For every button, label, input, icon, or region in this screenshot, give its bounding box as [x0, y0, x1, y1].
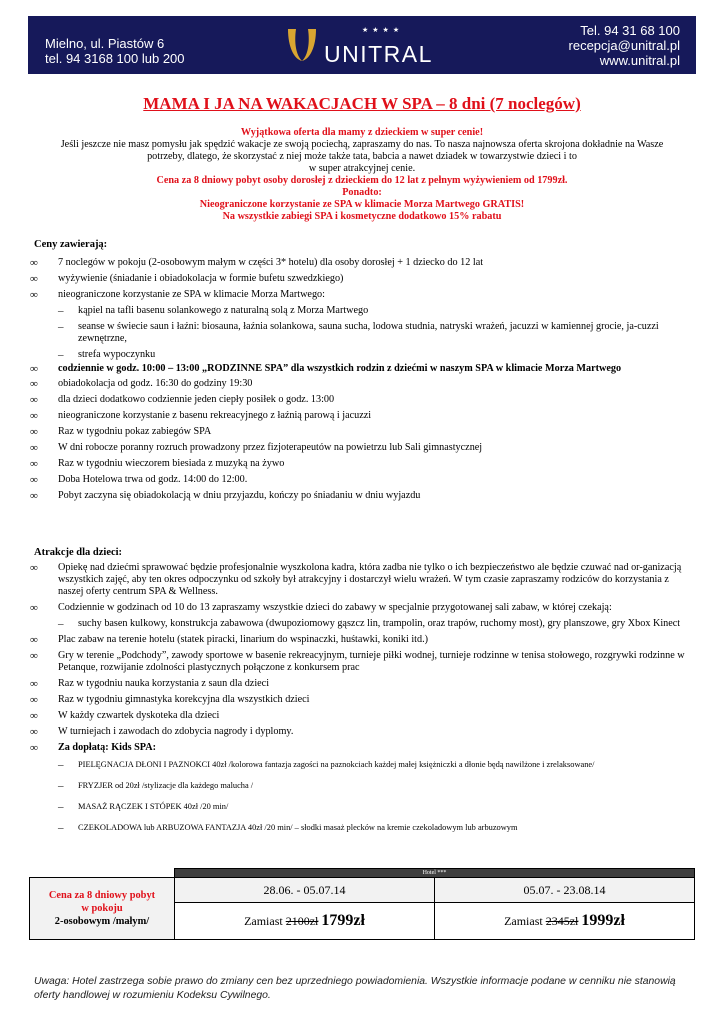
infinity-bullet-icon: ∞ — [30, 426, 38, 438]
list-subitem — [30, 618, 692, 630]
list-subitem — [30, 822, 692, 834]
infinity-bullet-icon: ∞ — [30, 634, 38, 646]
list-item-text: Raz w tygodniu wieczorem biesiada z muzyką na żywo — [58, 458, 285, 469]
infinity-bullet-icon: ∞ — [30, 442, 38, 454]
dash-bullet-icon: – — [58, 801, 64, 813]
infinity-bullet-icon: ∞ — [30, 410, 38, 422]
price-label-line2: w pokoju — [81, 903, 123, 914]
list-item-text: Gry w terenie „Podchody”, zawody sportowe w basenie rekreacyjnym, turnieje piłki wodnej, turnieje rodzinne w tenisa stołowego, rozgrywki rodzinne w Petanque, rozwijanie zdolności plastycznych połączone z konkursem prac — [58, 650, 685, 673]
dash-bullet-icon: – — [58, 349, 64, 361]
old-price: 2100zł — [285, 914, 319, 928]
list-item-text: nieograniczone korzystanie ze SPA w klimacie Morza Martwego: — [58, 289, 325, 300]
list-item-text: MASAŻ RĄCZEK I STÓPEK 40zł /20 min/ — [78, 802, 229, 811]
list-item — [30, 694, 692, 706]
infinity-bullet-icon: ∞ — [30, 678, 38, 690]
list-item-text: obiadokolacja od godz. 16:30 do godziny 19:30 — [58, 378, 253, 389]
list-item-text: W każdy czwartek dyskoteka dla dzieci — [58, 710, 220, 721]
list-item-text: Codziennie w godzinach od 10 do 13 zapraszamy wszystkie dzieci do zabawy w specjalnie przygotowanej sali zabaw, w której czekają: — [58, 602, 612, 613]
contact-email: recepcja@unitral.pl — [568, 38, 680, 53]
offer-tagline: Wyjątkowa oferta dla mamy z dzieckiem w super cenie! — [240, 127, 484, 138]
infinity-bullet-icon: ∞ — [30, 394, 38, 406]
list-subitem — [30, 305, 692, 317]
price-label — [30, 878, 175, 940]
list-item-text: suchy basen kulkowy, konstrukcja zabawowa (dwupoziomowy gąszcz lin, trampolin, oraz trapów, ruchomy most), gry planszowe, gry Xbox Kinect — [78, 618, 681, 629]
dash-bullet-icon: – — [58, 321, 64, 333]
list-item — [30, 273, 692, 285]
table-empty-cell — [30, 869, 175, 878]
dash-bullet-icon: – — [58, 305, 64, 317]
new-price: 1799zł — [321, 912, 365, 929]
list-subitem — [30, 759, 692, 771]
address-line: Mielno, ul. Piastów 6 — [45, 36, 165, 51]
list-item — [30, 410, 692, 422]
includes-heading: Ceny zawierają: — [34, 239, 108, 250]
intro-block — [34, 127, 690, 223]
infinity-bullet-icon: ∞ — [30, 363, 38, 375]
price-table — [29, 868, 695, 940]
list-item-text: Za dopłatą: Kids SPA: — [58, 742, 157, 753]
list-item — [30, 602, 692, 614]
phone-line: tel. 94 3168 100 lub 200 — [45, 51, 185, 66]
intro-text-2: potrzeby, dlatego, że skorzystać z niej może także tata, babcia a nawet dziadek w towarzystwie dzieci i to — [147, 151, 577, 162]
list-item-text: Raz w tygodniu gimnastyka korekcyjna dla wszystkich dzieci — [58, 694, 310, 705]
list-item-text: CZEKOLADOWA lub ARBUZOWA FANTAZJA 40zł /20 min/ – słodki masaż plecków na kremie czekoladowym lub arbuzowym — [78, 823, 518, 832]
header-contact — [569, 23, 680, 68]
list-item-text: wyżywienie (śniadanie i obiadokolacja w formie bufetu szwedzkiego) — [58, 273, 344, 284]
list-item — [30, 394, 692, 406]
list-item-text: Plac zabaw na terenie hotelu (statek piracki, linarium do wspinaczki, huśtawki, koniki itd.) — [58, 634, 429, 645]
list-item — [30, 562, 692, 598]
period-dates: 28.06. - 05.07.14 — [175, 878, 435, 903]
infinity-bullet-icon: ∞ — [30, 474, 38, 486]
list-item — [30, 678, 692, 690]
list-item-text: FRYZJER od 20zł /stylizacje dla każdego malucha / — [78, 781, 254, 790]
list-item-text: seanse w świecie saun i łaźni: biosauna, łaźnia solankowa, sauna sucha, lodowa studnia, natryski wrażeń, jacuzzi w kamiennej grocie, ja-cuzzi zewnętrzne, — [78, 321, 659, 344]
list-subitem — [30, 780, 692, 792]
list-item — [30, 378, 692, 390]
list-item-text: Doba Hotelowa trwa od godz. 14:00 do 12:00. — [58, 474, 248, 485]
list-item — [30, 426, 692, 438]
kids-list — [30, 562, 692, 834]
list-item-text: nieograniczone korzystanie z basenu rekreacyjnego z łaźnią parową i jacuzzi — [58, 410, 372, 421]
logo-stars: ★★★★ — [362, 27, 404, 34]
header-banner — [28, 16, 696, 74]
infinity-bullet-icon: ∞ — [30, 742, 38, 754]
intro-discount: Na wszystkie zabiegi SPA i kosmetyczne dodatkowo 15% rabatu — [222, 211, 502, 222]
list-item — [30, 726, 692, 738]
offer-title: MAMA I JA NA WAKACJACH W SPA – 8 dni (7 noclegów) — [143, 94, 581, 113]
intro-spa-free: Nieograniczone korzystanie ze SPA w klimacie Morza Martwego GRATIS! — [199, 199, 525, 210]
logo-emblem-icon — [284, 25, 320, 65]
dash-bullet-icon: – — [58, 780, 64, 792]
list-item — [30, 742, 692, 754]
dash-bullet-icon: – — [58, 618, 64, 630]
list-item-text: W turniejach i zawodach do zdobycia nagrody i dyplomy. — [58, 726, 294, 737]
list-subitem — [30, 321, 692, 345]
infinity-bullet-icon: ∞ — [30, 458, 38, 470]
list-item-text: PIELĘGNACJA DŁONI I PAZNOKCI 40zł /kolorowa fantazja zagości na paznokciach każdej małej księżniczki a dłonie będą nawilżone i zrelaksowane/ — [78, 760, 595, 769]
infinity-bullet-icon: ∞ — [30, 726, 38, 738]
header-address — [45, 36, 185, 66]
infinity-bullet-icon: ∞ — [30, 562, 38, 574]
price-label-line3: 2-osobowym /małym/ — [54, 916, 150, 927]
list-item-text: W dni robocze poranny rozruch prowadzony przez fizjoterapeutów na powietrzu lub Sali gimnastycznej — [58, 442, 483, 453]
contact-website: www.unitral.pl — [599, 53, 680, 68]
list-item — [30, 442, 692, 454]
list-item-text: Pobyt zaczyna się obiadokolacją w dniu przyjazdu, kończy po śniadaniu w dniu wyjazdu — [58, 490, 421, 501]
list-item-text: 7 noclegów w pokoju (2-osobowym małym w części 3* hotelu) dla osoby dorosłej + 1 dziecko do 12 lat — [58, 257, 484, 268]
list-item — [30, 490, 692, 502]
period-price — [435, 903, 695, 940]
list-item — [30, 650, 692, 674]
logo-wordmark: UNITRAL — [324, 41, 433, 67]
list-subitem — [30, 801, 692, 813]
list-item — [30, 634, 692, 646]
list-item-text: Opiekę nad dziećmi sprawować będzie profesjonalnie wyszkolona kadra, która zadba nie tylko o ich bezpieczeństwo ale będzie czuwać nad or-ganizacją wszystkich zajęć, aby ten okres odpoczynku od szkoły był atrakcyjny i dostarczył wielu wrażeń. W tym czasie zapraszamy rodziców do korzystania z naszej oferty centrum SPA & Wellness. — [58, 562, 682, 597]
price-label-line1: Cena za 8 dniowy pobyt — [48, 890, 156, 901]
table-header: Hotel *** — [175, 869, 695, 878]
includes-list — [30, 257, 692, 502]
intro-also: Ponadto: — [342, 187, 382, 198]
infinity-bullet-icon: ∞ — [30, 289, 38, 301]
list-item — [30, 289, 692, 301]
list-item-text: Raz w tygodniu nauka korzystania z saun dla dzieci — [58, 678, 270, 689]
intro-price: Cena za 8 dniowy pobyt osoby dorosłej z dzieckiem do 12 lat z pełnym wyżywieniem od 1799zł. — [156, 175, 568, 186]
infinity-bullet-icon: ∞ — [30, 273, 38, 285]
old-price: 2345zł — [545, 914, 579, 928]
list-item — [30, 458, 692, 470]
list-item-text: Raz w tygodniu pokaz zabiegów SPA — [58, 426, 212, 437]
infinity-bullet-icon: ∞ — [30, 694, 38, 706]
infinity-bullet-icon: ∞ — [30, 378, 38, 390]
list-item — [30, 257, 692, 269]
list-item-text: kąpiel na tafli basenu solankowego z naturalną solą z Morza Martwego — [78, 305, 369, 316]
period-price — [175, 903, 435, 940]
list-item — [30, 710, 692, 722]
instead-label: Zamiast — [504, 914, 543, 928]
list-item — [30, 474, 692, 486]
dash-bullet-icon: – — [58, 822, 64, 834]
list-item-text: codziennie w godz. 10:00 – 13:00 „RODZINNE SPA” dla wszystkich rodzin z dziećmi w naszym SPA w klimacie Morza Martwego — [58, 363, 622, 374]
infinity-bullet-icon: ∞ — [30, 490, 38, 502]
infinity-bullet-icon: ∞ — [30, 602, 38, 614]
list-item-text: strefa wypoczynku — [78, 349, 156, 360]
contact-phone: Tel. 94 31 68 100 — [580, 23, 680, 38]
infinity-bullet-icon: ∞ — [30, 650, 38, 662]
period-dates: 05.07. - 23.08.14 — [435, 878, 695, 903]
dash-bullet-icon: – — [58, 759, 64, 771]
kids-heading: Atrakcje dla dzieci: — [34, 547, 123, 558]
infinity-bullet-icon: ∞ — [30, 710, 38, 722]
instead-label: Zamiast — [244, 914, 283, 928]
intro-text-1: Jeśli jeszcze nie masz pomysłu jak spędzić wakacje ze swoją pociechą, zapraszamy do nas. To nasza najnowsza oferta skrojona dokładnie na Wasze — [60, 139, 664, 150]
infinity-bullet-icon: ∞ — [30, 257, 38, 269]
footer-note: Uwaga: Hotel zastrzega sobie prawo do zmiany cen bez uprzedniego powiadomienia. Wszystkie informacje podane w cenniku nie stanowią oferty handlowej w rozumieniu Kodeksu Cywilnego. — [34, 976, 676, 1001]
unitral-logo — [284, 21, 444, 69]
list-item-text: dla dzieci dodatkowo codziennie jeden ciepły posiłek o godz. 13:00 — [58, 394, 335, 405]
intro-text-3: w super atrakcyjnej cenie. — [308, 163, 416, 174]
list-item — [30, 363, 692, 375]
list-subitem — [30, 349, 692, 361]
new-price: 1999zł — [581, 912, 625, 929]
